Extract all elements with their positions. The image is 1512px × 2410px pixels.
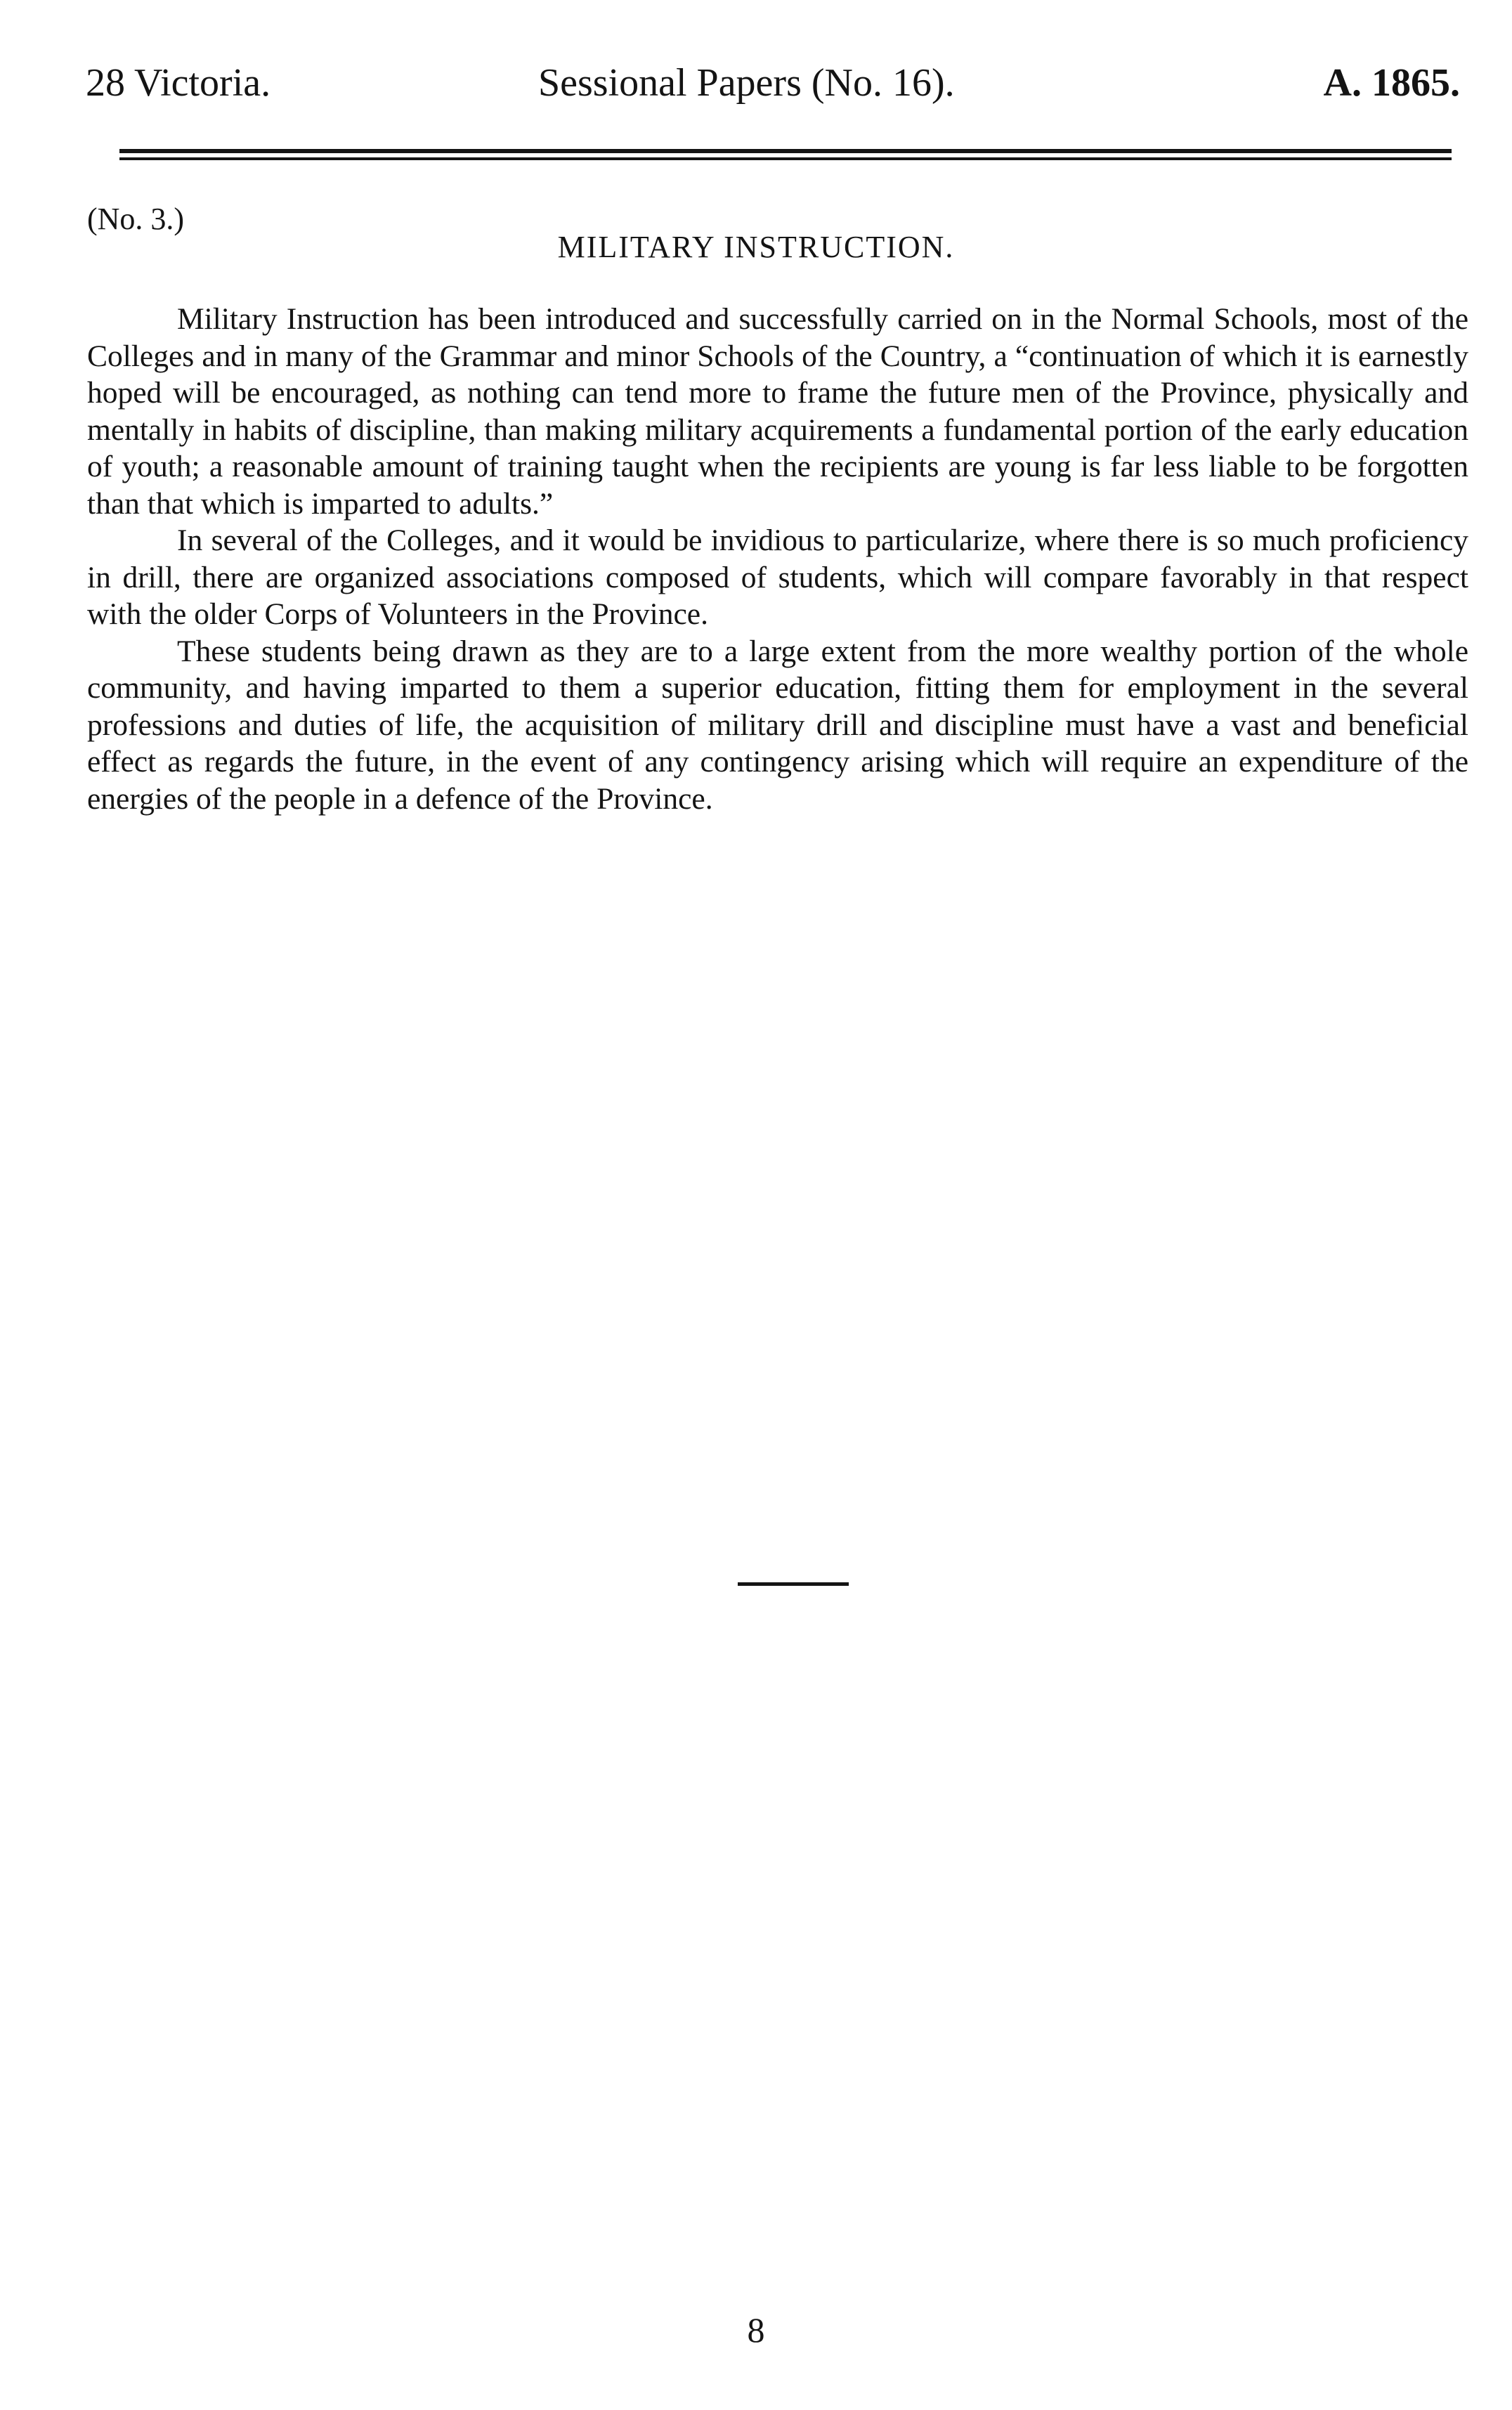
body-text	[87, 301, 1468, 817]
paragraph-3: These students being drawn as they are to a large extent from the more wealthy portion of the whole community, and having imparted to them a superior education, fitting them for employment in the several professions and duties of life, the acquisition of military drill and discipline must have a vast and beneficial effect as regards the future, in the event of any contingency arising which will require an expenditure of the energies of the people in a defence of the Province.	[87, 634, 1468, 816]
paragraph-1: Military Instruction has been introduced and successfully carried on in the Normal Schools, most of the Colleges and in many of the Grammar and minor Schools of the Country, a “continuation of which it is earnestly hoped will be encouraged, as nothing can tend more to frame the future men of the Province, physically and mentally in habits of discipline, than making military acquirements a fundamental portion of the early education of youth; a reasonable amount of training taught when the recipients are young is far less liable to be forgotten than that which is imparted to adults.”	[87, 302, 1468, 521]
header-rule-thin	[119, 157, 1452, 160]
header-session: 28 Victoria.	[86, 61, 271, 105]
closing-rule	[738, 1582, 849, 1586]
page-number: 8	[747, 2310, 765, 2350]
section-number: (No. 3.)	[87, 202, 185, 236]
section-title: MILITARY INSTRUCTION.	[557, 230, 955, 264]
paragraph-2: In several of the Colleges, and it would be invidious to particularize, where there is so much proficiency in drill, there are organized associations composed of students, which will compare favorably in that respect with the older Corps of Volunteers in the Province.	[87, 523, 1468, 631]
header-sessional-papers: Sessional Papers (No. 16).	[538, 61, 955, 105]
header-year: A. 1865.	[1323, 61, 1460, 105]
running-header	[83, 55, 1460, 111]
header-double-rule	[119, 149, 1452, 163]
header-rule-thick	[119, 149, 1452, 153]
